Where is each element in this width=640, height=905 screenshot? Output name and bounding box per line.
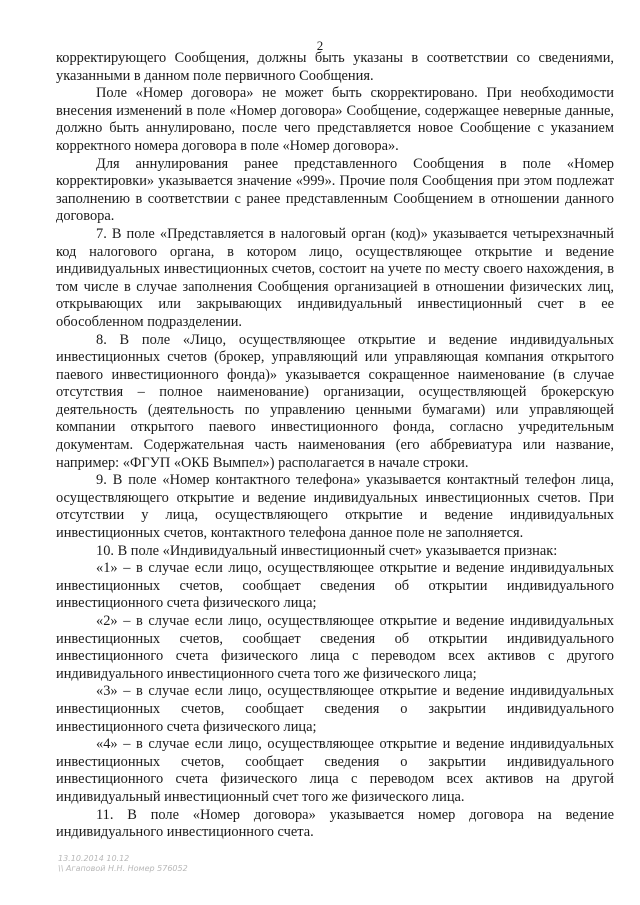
paragraph-sign-3: «3» – в случае если лицо, осуществляющее открытие и ведение индивидуальных инвестиционных счетов, сообщает сведения о закрытии индивидуального инвестиционного счета физического лица; [56,683,614,735]
document-body [56,50,614,842]
paragraph-sign-4: «4» – в случае если лицо, осуществляющее открытие и ведение индивидуальных инвестиционных счетов, сообщает сведения о закрытии индивидуального инвестиционного счета физического лица с переводом всех активов на другой индивидуальный инвестиционный счет того же физического лица. [56,736,614,805]
footer-stamp-date: 13.10.2014 10.12 [58,854,130,863]
paragraph-contract-number-correction: Поле «Номер договора» не может быть скорректировано. При необходимости внесения изменений в поле «Номер договора» Сообщение, содержащее неверные данные, должно быть аннулировано, после чего представляется новое Сообщение с указанием корректного номера договора в поле «Номер договора». [56,85,614,154]
footer-stamp-author: \\ Агаповой Н.Н. Номер 576052 [58,864,188,873]
paragraph-item-9: 9. В поле «Номер контактного телефона» указывается контактный телефон лица, осуществляющего открытие и ведение индивидуальных инвестиционных счетов. При отсутствии у лица, осуществляющего открытие и ведение индивидуальных инвестиционных счетов, контактного телефона данное поле не заполняется. [56,472,614,542]
paragraph-item-7: 7. В поле «Представляется в налоговый орган (код)» указывается четырехзначный код налогового органа, в котором лицо, осуществляющее открытие и ведение индивидуальных инвестиционных счетов, состоит на учете по месту своего нахождения, в том числе в случае заполнения Сообщения организацией в отношении физических лиц, открывающих или закрывающих индивидуальный инвестиционный счет в ее обособленном подразделении. [56,225,614,330]
paragraph-item-10: 10. В поле «Индивидуальный инвестиционный счет» указывается признак: [96,542,558,559]
paragraph-sign-1: «1» – в случае если лицо, осуществляющее открытие и ведение индивидуальных инвестиционных счетов, сообщает сведения об открытии индивидуального инвестиционного счета физического лица; [56,560,614,612]
paragraph-item-11: 11. В поле «Номер договора» указывается номер договора на ведение индивидуального инвестиционного счета. [56,806,614,841]
footer-stamp [58,854,188,874]
paragraph-item-8: 8. В поле «Лицо, осуществляющее открытие и ведение индивидуальных инвестиционных счетов (брокер, управляющий или управляющая компания открытого паевого инвестиционного фонда)» указывается сокращенное наименование (в случае отсутствия – полное наименование) организации, осуществляющей брокерскую деятельность (деятельность по управлению ценными бумагами) или управляющей компании открытого паевого инвестиционного фонда, согласно учредительным документам. Содержательная часть наименования (его аббревиатура или название, например: «ФГУП «ОКБ Вымпел») располагается в начале строки. [56,331,614,471]
page-number: 2 [316,38,324,53]
paragraph-annulment: Для аннулирования ранее представленного Сообщения в поле «Номер корректировки» указывается значение «999». Прочие поля Сообщения при этом подлежат заполнению в соответствии с ранее представленным Сообщением в отношении данного договора. [56,155,614,225]
paragraph-sign-2: «2» – в случае если лицо, осуществляющее открытие и ведение индивидуальных инвестиционных счетов, сообщает сведения об открытии индивидуального инвестиционного счета физического лица с переводом всех активов с другого индивидуального инвестиционного счета того же физического лица; [56,613,614,682]
paragraph-continuation: корректирующего Сообщения, должны быть указаны в соответствии со сведениями, указанными в данном поле первичного Сообщения. [56,50,614,84]
